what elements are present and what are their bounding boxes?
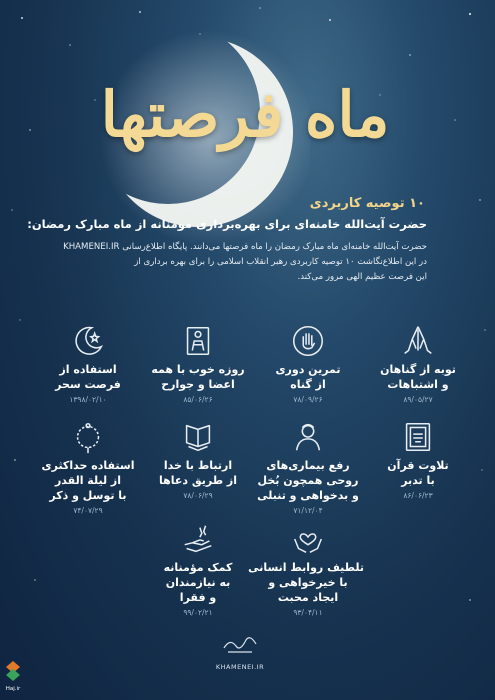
recommendation-item	[142, 322, 254, 404]
site-name: KHAMENEI.IR	[215, 663, 265, 671]
recommendation-item	[142, 520, 254, 617]
quran-frame-icon	[399, 418, 437, 456]
subtitle: ۱۰ توصیه کاربردی	[309, 196, 425, 211]
item-label: روزه خوب با همه	[151, 363, 245, 376]
corner-logo-icon	[5, 660, 21, 682]
item-label: رفع بیماری‌های	[266, 459, 350, 472]
intro-text	[27, 240, 427, 285]
item-label: روحی همچون بُخل	[257, 474, 359, 487]
recommendation-item	[252, 322, 364, 404]
praying-hands-icon	[399, 322, 437, 360]
praying-person-icon	[179, 322, 217, 360]
item-label: با خیرخواهی و	[268, 576, 348, 589]
item-label: استفاده حداکثری	[41, 459, 135, 472]
recommendation-item	[32, 322, 144, 404]
item-label: ایجاد محبت	[277, 591, 339, 604]
recommendation-item	[362, 418, 474, 500]
recommendation-item	[248, 520, 364, 617]
item-date: ۷۸/۰۶/۲۹	[183, 491, 213, 500]
item-label: و اشتباهات	[387, 378, 449, 391]
item-label: و بدخواهی و تنبلی	[257, 489, 359, 502]
intro-line: در این اطلاع‌نگاشت ۱۰ توصیه کاربردی رهبر انقلاب اسلامی را برای بهره برداری از	[134, 257, 427, 267]
giving-hand-icon	[179, 520, 217, 558]
item-date: ۷۸/۰۹/۲۶	[293, 395, 323, 404]
item-label: با تدبر	[401, 474, 435, 487]
stop-hand-icon	[289, 322, 327, 360]
item-date: ۷۴/۰۷/۲۹	[73, 506, 103, 515]
item-date: ۸۹/۰۵/۲۷	[403, 395, 433, 404]
corner-site-name: Haj.ir	[5, 686, 21, 692]
prayer-beads-icon	[69, 418, 107, 456]
recommendation-item	[32, 418, 144, 515]
item-label: تلاوت قرآن	[387, 459, 449, 472]
item-date: ۹۳/۰۴/۱۱	[293, 608, 323, 617]
item-label: از طریق دعاها	[158, 474, 238, 487]
item-label: به نیازمندان	[165, 576, 231, 589]
item-label: ارتباط با خدا	[163, 459, 233, 472]
item-label: فرصت سحر	[55, 378, 121, 391]
item-date: ۸۶/۰۶/۲۳	[403, 491, 433, 500]
corner-logo	[2, 660, 24, 692]
crescent-moon-icon	[69, 322, 107, 360]
item-label: از لیلة القدر	[54, 474, 122, 487]
item-label: استفاده از	[59, 363, 117, 376]
item-label: از گناه	[290, 378, 326, 391]
intro-line: این فرصت عظیم الهی مرور می‌کند.	[297, 272, 427, 282]
intro-line: حضرت آیت‌الله خامنه‌ای ماه مبارک رمضان را ماه فرصتها می‌دانند. پایگاه اطلاع‌رسانی KHAMENEI.IR	[63, 242, 427, 252]
poster-title: ماه فرصتها	[100, 78, 390, 151]
item-date: ۱۳۹۸/۰۲/۱۰	[69, 395, 107, 404]
recommendation-item	[142, 418, 254, 500]
item-label: با توسل و ذکر	[49, 489, 127, 502]
recommendation-item	[362, 322, 474, 404]
open-book-icon	[179, 418, 217, 456]
item-date: ۹۹/۰۲/۲۱	[183, 608, 213, 617]
item-label: توبه از گناهان	[380, 363, 456, 376]
item-label: تلطیف روابط انسانی	[248, 561, 364, 574]
person-icon	[289, 418, 327, 456]
item-label: اعضا و جوارح	[161, 378, 235, 391]
item-label: و فقرا	[179, 591, 217, 604]
signature-seal-icon	[220, 630, 260, 658]
item-label: کمک مؤمنانه	[163, 561, 233, 574]
recommendation-item	[252, 418, 364, 515]
item-date: ۸۵/۰۶/۲۶	[183, 395, 213, 404]
khamenei-logo	[205, 630, 275, 671]
item-label: تمرین دوری	[275, 363, 341, 376]
heart-hands-icon	[289, 520, 327, 558]
headline: حضرت آیت‌الله خامنه‌ای برای بهره‌برداری مومنانه از ماه مبارک رمضان:	[27, 217, 427, 231]
item-date: ۷۱/۱۲/۰۴	[293, 506, 323, 515]
